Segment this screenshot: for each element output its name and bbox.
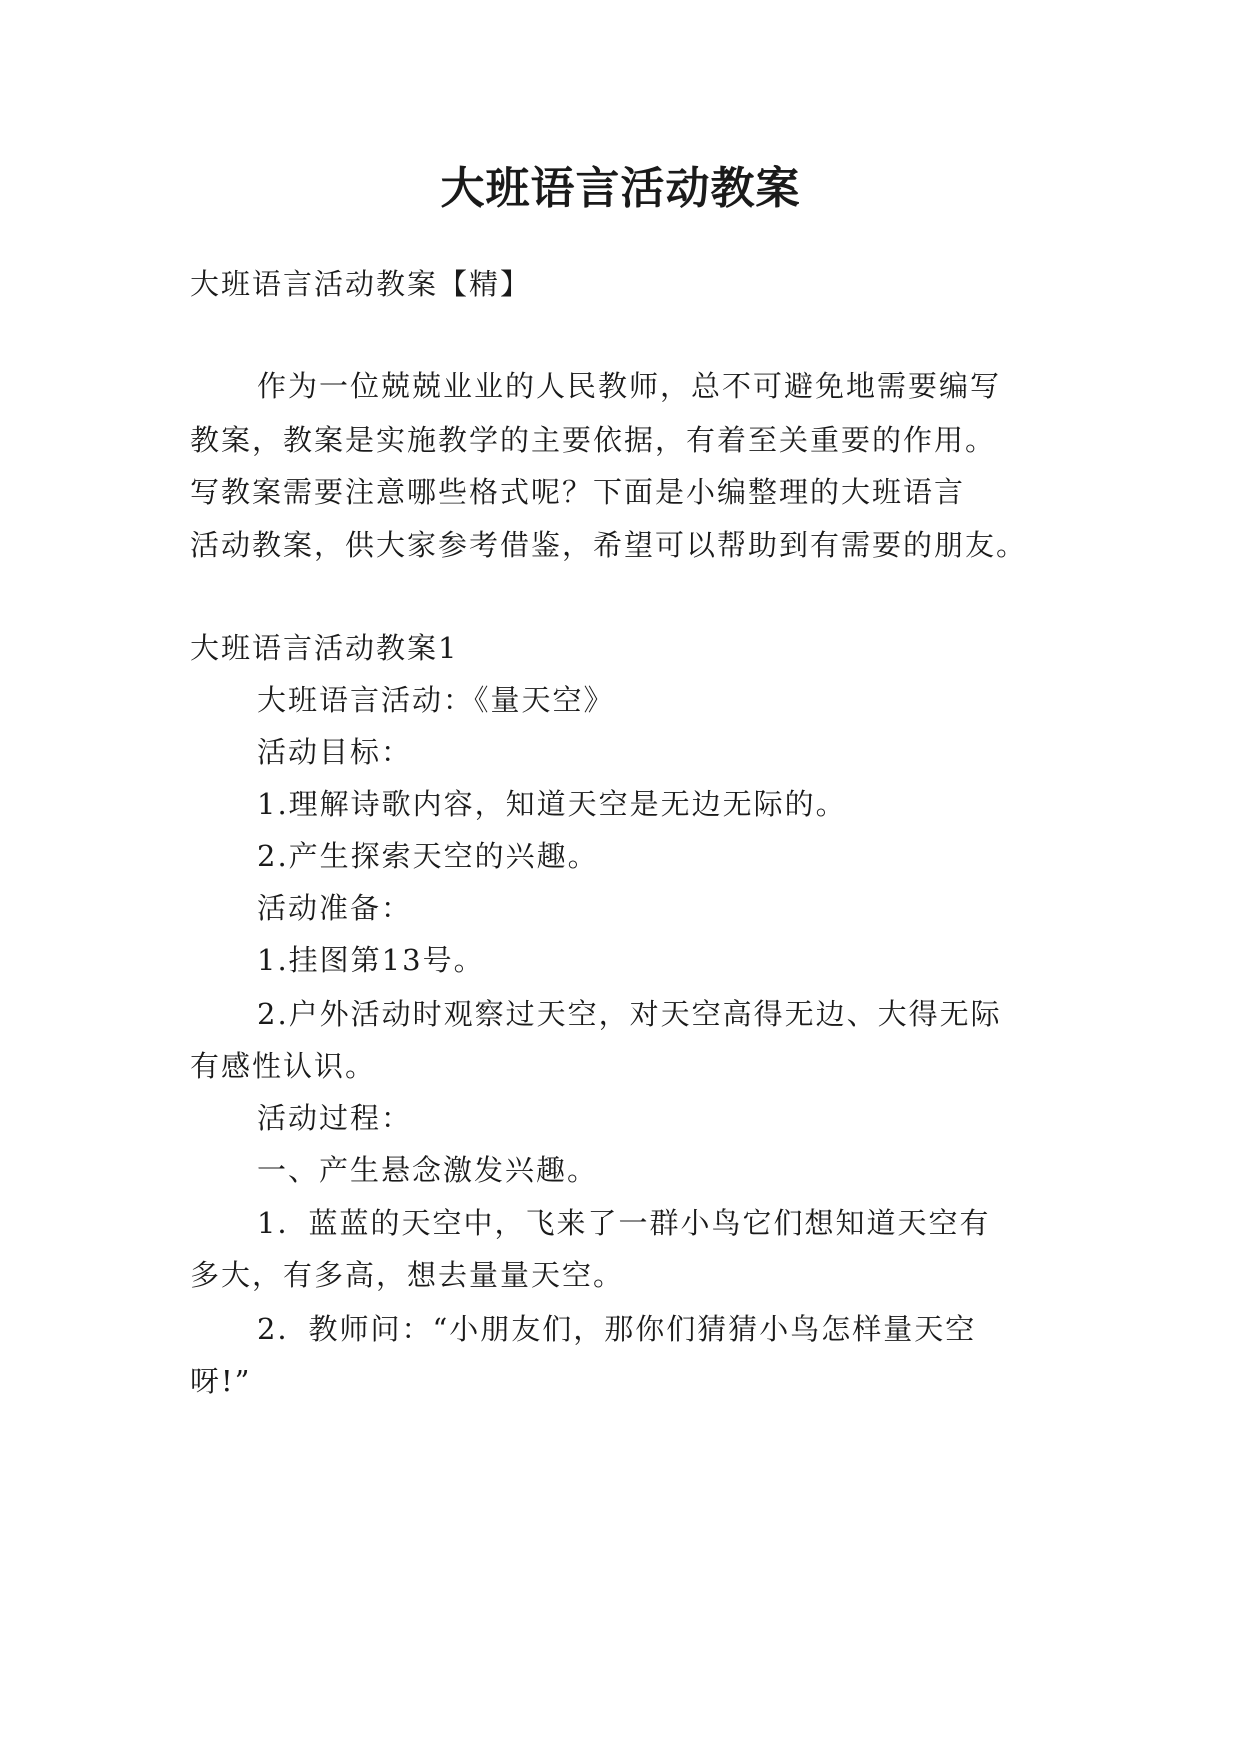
section-heading: 大班语言活动教案1 (190, 631, 459, 665)
body-line: 2.户外活动时观察过天空，对天空高得无边、大得无际 (257, 997, 1002, 1031)
body-line: 呀!” (190, 1364, 252, 1398)
body-line: 一、产生悬念激发兴趣。 (257, 1153, 599, 1187)
document-title: 大班语言活动教案 (440, 163, 801, 214)
intro-line: 写教案需要注意哪些格式呢？下面是小编整理的大班语言 (190, 475, 966, 509)
intro-line: 作为一位兢兢业业的人民教师，总不可避免地需要编写 (257, 369, 1002, 403)
body-line: 1.挂图第13号。 (257, 943, 485, 977)
body-line: 有感性认识。 (190, 1049, 377, 1083)
body-line: 活动目标： (257, 735, 413, 769)
body-line: 多大，有多高，想去量量天空。 (190, 1258, 625, 1292)
document-subtitle: 大班语言活动教案【精】 (190, 267, 532, 301)
body-line: 1．蓝蓝的天空中，飞来了一群小鸟它们想知道天空有 (257, 1206, 991, 1240)
intro-line: 教案，教案是实施教学的主要依据，有着至关重要的作用。 (190, 423, 997, 457)
body-line: 1.理解诗歌内容，知道天空是无边无际的。 (257, 787, 847, 821)
body-line: 活动过程： (257, 1101, 413, 1135)
intro-line: 活动教案，供大家参考借鉴，希望可以帮助到有需要的朋友。 (190, 528, 1028, 562)
body-line: 大班语言活动：《量天空》 (257, 683, 615, 717)
body-line: 2.产生探索天空的兴趣。 (257, 839, 599, 873)
body-line: 活动准备： (257, 891, 413, 925)
body-line: 2．教师问：“小朋友们，那你们猜猜小鸟怎样量天空 (257, 1312, 977, 1346)
